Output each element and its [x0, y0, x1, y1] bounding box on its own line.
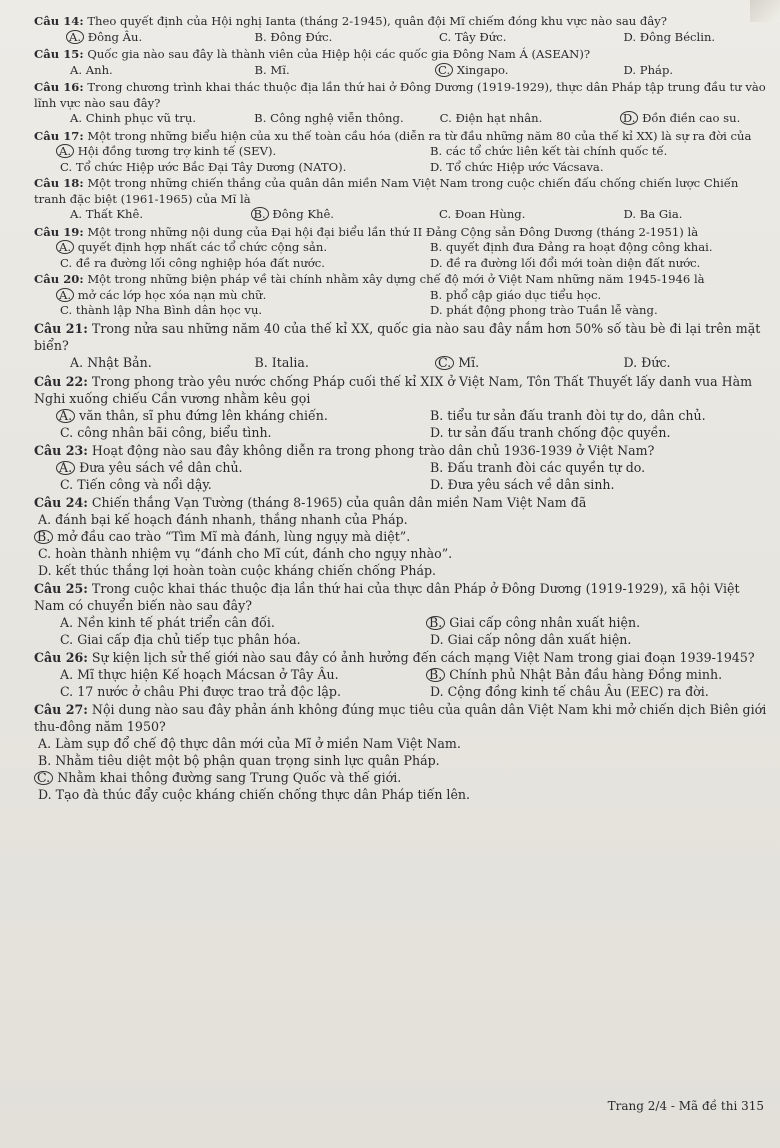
answer-option: [403, 63, 588, 79]
question-list: [34, 14, 772, 803]
question-number: Câu 22:: [34, 373, 88, 389]
answer-options: [34, 407, 772, 441]
answer-option: [34, 786, 772, 803]
question-24: [34, 494, 772, 579]
circled-answer-letter: A.: [56, 409, 75, 423]
circled-answer-letter: A.: [56, 461, 75, 475]
answer-letter: A.: [38, 511, 52, 527]
question-stem: [34, 272, 772, 288]
answer-options: [34, 511, 772, 579]
answer-letter: B.: [430, 407, 444, 423]
answer-letter: C.: [38, 545, 52, 561]
answer-letter: D.: [430, 424, 444, 440]
question-23: [34, 442, 772, 493]
answer-text: Nhằm khai thông đường sang Trung Quốc và thế giới.: [57, 769, 402, 785]
answer-option: [404, 160, 772, 176]
answer-text: quyết định hợp nhất các tổ chức cộng sản.: [77, 240, 328, 254]
question-text: Chiến thắng Vạn Tường (tháng 8-1965) của quân dân miền Nam Việt Nam đã: [91, 494, 587, 510]
answer-letter: B.: [430, 144, 443, 158]
circled-answer-letter: B.: [426, 668, 445, 682]
answer-option: [34, 30, 219, 46]
answer-options: [34, 111, 772, 127]
answer-text: Đấu tranh đòi các quyền tự do.: [447, 459, 646, 475]
question-text: Trong cuộc khai thác thuộc địa lần thứ hai của thực dân Pháp ở Đông Dương (1919-1929), xã hội Việt Nam có chuyển biến nào sau đây?: [34, 580, 740, 613]
answer-text: Giai cấp công nhân xuất hiện.: [449, 614, 641, 630]
question-text: Quốc gia nào sau đây là thành viên của Hiệp hội các quốc gia Đông Nam Á (ASEAN)?: [87, 47, 591, 61]
answer-letter: D.: [430, 476, 444, 492]
answer-text: tư sản đấu tranh chống độc quyền.: [447, 424, 671, 440]
answer-text: Đồn điền cao su.: [642, 111, 741, 125]
answer-option: [34, 614, 404, 631]
question-number: Câu 17:: [34, 128, 84, 143]
question-text: Một trong những chiến thắng của quân dân miền Nam Việt Nam trong cuộc chiến đấu chống chiến lược Chiến tranh đặc biệt (1961-1965) của Mĩ là: [34, 176, 739, 206]
answer-text: mở đầu cao trào “Tìm Mĩ mà đánh, lùng ngụy mà diệt”.: [57, 528, 411, 544]
question-number: Câu 25:: [34, 580, 88, 596]
answer-letter: C.: [60, 631, 74, 647]
answer-option: [34, 63, 219, 79]
answer-option: [404, 614, 772, 631]
question-stem: [34, 649, 772, 666]
answer-letter: C.: [439, 29, 452, 44]
answer-option: [34, 476, 404, 493]
answer-option: [404, 683, 772, 700]
answer-text: Nền kinh tế phát triển cân đối.: [77, 614, 275, 630]
answer-text: Mĩ thực hiện Kế hoạch Mácsan ở Tây Âu.: [77, 666, 339, 682]
question-stem: [34, 494, 772, 511]
answer-letter: A.: [60, 666, 74, 682]
answer-text: Hội đồng tương trợ kinh tế (SEV).: [77, 144, 277, 158]
answer-letter: B.: [430, 240, 443, 254]
answer-option: [404, 303, 772, 319]
answer-option: [218, 111, 403, 127]
question-21: [34, 320, 772, 371]
answer-text: Công nghệ viễn thông.: [270, 111, 404, 125]
answer-text: Chinh phục vũ trụ.: [85, 111, 197, 125]
answer-letter: C.: [60, 424, 74, 440]
answer-letter: D.: [623, 29, 637, 44]
circled-answer-letter: A.: [56, 240, 74, 254]
answer-text: Anh.: [85, 62, 113, 77]
answer-option: [219, 354, 404, 371]
question-stem: [34, 47, 772, 63]
answer-text: tiểu tư sản đấu tranh đòi tự do, dân chủ.: [447, 407, 706, 423]
page-footer: Trang 2/4 - Mã đề thi 315: [607, 1098, 764, 1113]
answer-letter: C.: [439, 111, 452, 125]
circled-answer-letter: A.: [56, 288, 74, 302]
question-number: Câu 14:: [34, 14, 84, 28]
answer-letter: C.: [60, 303, 73, 317]
answer-letter: C.: [439, 207, 452, 221]
answer-letter: B.: [430, 287, 443, 302]
question-25: [34, 580, 772, 648]
answer-option: [404, 111, 588, 127]
page-corner-shadow: [750, 0, 780, 22]
answer-text: Chính phủ Nhật Bản đầu hàng Đồng minh.: [449, 666, 723, 682]
answer-letter: D.: [623, 354, 638, 370]
answer-letter: A.: [70, 354, 84, 370]
answer-option: [34, 459, 404, 476]
answer-text: Tiến công và nổi dậy.: [77, 476, 212, 492]
question-number: Câu 19:: [34, 224, 84, 239]
answer-text: mở các lớp học xóa nạn mù chữ.: [77, 287, 267, 302]
answer-option: [34, 207, 219, 223]
answer-option: [34, 511, 772, 528]
answer-options: [34, 207, 772, 223]
circled-answer-letter: D.: [620, 111, 639, 125]
question-20: [34, 272, 772, 319]
answer-options: [34, 144, 772, 175]
answer-letter: D.: [38, 562, 52, 578]
answer-letter: B.: [254, 111, 267, 125]
answer-option: [404, 144, 772, 160]
answer-letter: D.: [430, 683, 444, 699]
question-stem: [34, 129, 772, 145]
answer-option: [588, 63, 773, 79]
answer-letter: D.: [623, 207, 637, 221]
answer-text: Tổ chức Hiệp ước Vácsava.: [446, 159, 604, 174]
answer-text: văn thân, sĩ phu đứng lên kháng chiến.: [79, 407, 328, 423]
answer-option: [404, 288, 772, 304]
answer-text: Cộng đồng kinh tế châu Âu (EEC) ra đời.: [447, 683, 709, 699]
question-text: Một trong những biểu hiện của xu thế toàn cầu hóa (diễn ra từ đầu những năm 80 của thế kỉ XX) là sự ra đời của: [87, 128, 752, 143]
answer-option: [404, 459, 772, 476]
answer-text: Tạo đà thúc đẩy cuộc kháng chiến chống thực dân Pháp tiến lên.: [55, 786, 471, 802]
question-stem: [34, 80, 772, 111]
answer-letter: B.: [430, 459, 444, 475]
answer-letter: D.: [38, 786, 52, 802]
answer-option: [34, 354, 219, 371]
answer-text: Đức.: [641, 354, 671, 370]
answer-options: [34, 354, 772, 371]
question-stem: [34, 701, 772, 735]
answer-options: [34, 63, 772, 79]
answer-text: công nhân bãi công, biểu tình.: [77, 424, 272, 440]
answer-option: [588, 30, 773, 46]
answer-option: [34, 528, 772, 545]
answer-text: Đông Âu.: [87, 29, 143, 44]
answer-option: [34, 407, 404, 424]
answer-letter: D.: [430, 631, 444, 647]
answer-option: [588, 354, 773, 371]
question-stem: [34, 442, 772, 459]
answer-text: Mĩ.: [270, 62, 290, 77]
answer-option: [34, 256, 404, 272]
answer-text: Đông Đức.: [270, 29, 333, 44]
circled-answer-letter: B.: [34, 530, 53, 544]
circled-answer-letter: B.: [426, 616, 445, 630]
answer-text: Tây Đức.: [454, 29, 507, 44]
answer-option: [404, 476, 772, 493]
answer-option: [34, 683, 404, 700]
answer-letter: D.: [430, 303, 443, 317]
answer-text: Ba Gia.: [639, 207, 683, 221]
answer-option: [403, 354, 588, 371]
answer-letter: D.: [430, 159, 443, 174]
question-number: Câu 26:: [34, 649, 88, 665]
answer-option: [404, 240, 772, 256]
answer-letter: A.: [38, 735, 52, 751]
answer-letter: D.: [623, 62, 637, 77]
answer-text: các tổ chức liên kết tài chính quốc tế.: [445, 144, 668, 158]
question-17: [34, 129, 772, 176]
circled-answer-letter: A.: [56, 144, 74, 158]
question-number: Câu 27:: [34, 701, 88, 717]
answer-option: [34, 769, 772, 786]
question-text: Trong phong trào yêu nước chống Pháp cuối thế kỉ XIX ở Việt Nam, Tôn Thất Thuyết lấy danh vua Hàm Nghi xuống chiếu Cần vương nhằm kêu gọi: [34, 373, 753, 406]
answer-letter: B.: [38, 752, 52, 768]
answer-text: Giai cấp địa chủ tiếp tục phân hóa.: [77, 631, 301, 647]
question-22: [34, 373, 772, 441]
answer-option: [219, 207, 404, 223]
answer-text: Đưa yêu sách về dân sinh.: [447, 476, 615, 492]
question-text: Trong chương trình khai thác thuộc địa lần thứ hai ở Đông Dương (1919-1929), thực dân Pháp tập trung đầu tư vào lĩnh vực nào sau đây?: [34, 80, 766, 110]
question-number: Câu 21:: [34, 320, 88, 336]
answer-option: [404, 666, 772, 683]
question-stem: [34, 176, 772, 207]
question-19: [34, 225, 772, 272]
answer-option: [34, 562, 772, 579]
answer-option: [404, 631, 772, 648]
answer-option: [34, 752, 772, 769]
answer-options: [34, 735, 772, 803]
answer-text: đề ra đường lối công nghiệp hóa đất nước.: [75, 255, 325, 270]
answer-options: [34, 666, 772, 700]
question-number: Câu 23:: [34, 442, 88, 458]
answer-option: [404, 407, 772, 424]
question-16: [34, 80, 772, 127]
answer-option: [34, 111, 218, 127]
question-text: Nội dung nào sau đây phản ánh không đúng mục tiêu của quân dân Việt Nam khi mở chiến dịch Biên giới thu-đông năm 1950?: [34, 701, 767, 734]
answer-text: Mĩ.: [458, 354, 480, 370]
question-number: Câu 18:: [34, 176, 84, 190]
answer-options: [34, 459, 772, 493]
answer-letter: B.: [254, 62, 267, 77]
circled-answer-letter: C.: [34, 771, 53, 785]
question-27: [34, 701, 772, 803]
answer-text: Tổ chức Hiệp ước Bắc Đại Tây Dương (NATO).: [75, 159, 347, 174]
answer-letter: A.: [70, 62, 83, 77]
answer-text: quyết định đưa Đảng ra hoạt động công khai.: [445, 240, 713, 254]
question-stem: [34, 320, 772, 354]
question-stem: [34, 580, 772, 614]
answer-text: đề ra đường lối đổi mới toàn diện đất nước.: [446, 255, 701, 270]
answer-option: [34, 240, 404, 256]
circled-answer-letter: C.: [435, 356, 454, 370]
answer-options: [34, 30, 772, 46]
answer-options: [34, 614, 772, 648]
question-stem: [34, 373, 772, 407]
answer-letter: C.: [60, 683, 74, 699]
answer-text: Đưa yêu sách về dân chủ.: [79, 459, 243, 475]
answer-option: [404, 424, 772, 441]
answer-text: đánh bại kế hoạch đánh nhanh, thắng nhanh của Pháp.: [55, 511, 408, 527]
answer-text: 17 nước ở châu Phi được trao trả độc lập.: [77, 683, 341, 699]
answer-option: [404, 256, 772, 272]
question-18: [34, 176, 772, 223]
question-text: Sự kiện lịch sử thế giới nào sau đây có ảnh hưởng đến cách mạng Việt Nam trong giai đoạn 1939-1945?: [91, 649, 755, 665]
answer-letter: B.: [254, 29, 267, 44]
question-number: Câu 15:: [34, 47, 84, 61]
answer-option: [34, 424, 404, 441]
question-text: Trong nửa sau những năm 40 của thế kỉ XX, quốc gia nào sau đây nắm hơn 50% số tàu bè đi lại trên mặt biển?: [34, 320, 761, 353]
answer-option: [219, 30, 404, 46]
question-stem: [34, 14, 772, 30]
answer-text: phổ cập giáo dục tiểu học.: [445, 287, 602, 302]
answer-option: [34, 288, 404, 304]
answer-option: [34, 144, 404, 160]
question-14: [34, 14, 772, 45]
question-number: Câu 20:: [34, 272, 84, 286]
answer-option: [403, 207, 588, 223]
question-text: Theo quyết định của Hội nghị Ianta (tháng 2-1945), quân đội Mĩ chiếm đóng khu vực nào sau đây?: [87, 14, 667, 28]
answer-options: [34, 288, 772, 319]
answer-text: thành lập Nha Bình dân học vụ.: [75, 303, 263, 317]
answer-text: Giai cấp nông dân xuất hiện.: [447, 631, 632, 647]
question-26: [34, 649, 772, 700]
answer-letter: C.: [60, 255, 73, 270]
answer-text: Xingapo.: [456, 62, 509, 77]
answer-letter: A.: [70, 207, 83, 221]
question-text: Một trong những biện pháp về tài chính nhằm xây dựng chế độ mới ở Việt Nam những năm 1945-1946 là: [87, 272, 705, 286]
answer-option: [34, 631, 404, 648]
question-text: Hoạt động nào sau đây không diễn ra trong phong trào dân chủ 1936-1939 ở Việt Nam?: [91, 442, 655, 458]
answer-text: Đông Béclin.: [639, 29, 716, 44]
answer-option: [34, 666, 404, 683]
answer-option: [34, 735, 772, 752]
answer-text: hoàn thành nhiệm vụ “đánh cho Mĩ cút, đánh cho ngụy nhào”.: [55, 545, 453, 561]
answer-letter: C.: [60, 476, 74, 492]
circled-answer-letter: C.: [435, 63, 453, 77]
circled-answer-letter: B.: [251, 207, 269, 221]
answer-text: kết thúc thắng lợi hoàn toàn cuộc kháng chiến chống Pháp.: [55, 562, 437, 578]
answer-text: phát động phong trào Tuần lễ vàng.: [446, 303, 658, 317]
question-number: Câu 24:: [34, 494, 88, 510]
answer-letter: D.: [430, 255, 443, 270]
answer-text: Pháp.: [639, 62, 674, 77]
circled-answer-letter: A.: [66, 30, 84, 44]
answer-letter: B.: [254, 354, 268, 370]
question-text: Một trong những nội dung của Đại hội đại biểu lần thứ II Đảng Cộng sản Đông Dương (tháng 2-1951) là: [87, 224, 699, 239]
answer-letter: A.: [60, 614, 74, 630]
answer-option: [403, 30, 588, 46]
answer-option: [34, 303, 404, 319]
answer-text: Làm sụp đổ chế độ thực dân mới của Mĩ ở miền Nam Việt Nam.: [55, 735, 461, 751]
answer-option: [588, 111, 772, 127]
question-stem: [34, 225, 772, 241]
answer-letter: A.: [70, 111, 83, 125]
question-number: Câu 16:: [34, 80, 84, 94]
answer-text: Nhằm tiêu diệt một bộ phận quan trọng sinh lực quân Pháp.: [55, 752, 440, 768]
answer-text: Đoan Hùng.: [454, 207, 526, 221]
answer-options: [34, 240, 772, 271]
answer-option: [34, 545, 772, 562]
answer-text: Đông Khê.: [272, 207, 334, 221]
answer-text: Italia.: [271, 354, 309, 370]
answer-option: [219, 63, 404, 79]
question-15: [34, 47, 772, 78]
answer-text: Điện hạt nhân.: [455, 111, 543, 125]
answer-option: [588, 207, 773, 223]
answer-option: [34, 160, 404, 176]
answer-text: Nhật Bản.: [87, 354, 152, 370]
answer-letter: C.: [60, 159, 73, 174]
answer-text: Thất Khê.: [85, 207, 144, 221]
